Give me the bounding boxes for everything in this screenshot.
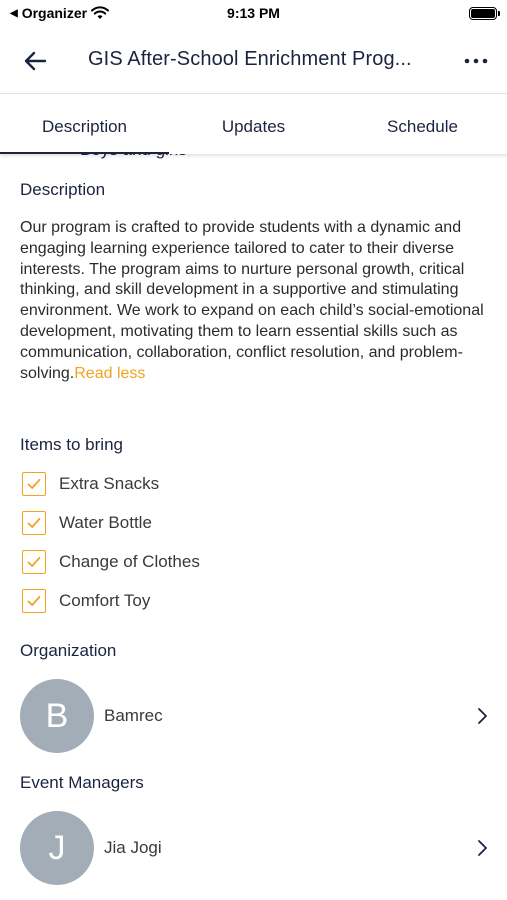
- tab-bar: [0, 94, 507, 154]
- checkbox-icon[interactable]: [22, 472, 46, 496]
- manager-name: Jia Jogi: [104, 838, 162, 857]
- item-label: Water Bottle: [59, 512, 152, 532]
- organization-name: Bamrec: [104, 706, 163, 725]
- checkbox-icon[interactable]: [22, 511, 46, 535]
- avatar: J: [20, 811, 94, 885]
- list-item[interactable]: [22, 503, 200, 542]
- battery-icon: [469, 7, 497, 20]
- avatar: B: [20, 679, 94, 753]
- chevron-right-icon: [474, 707, 490, 725]
- read-less-link[interactable]: Read less: [74, 364, 146, 382]
- content-scroll-area[interactable]: [0, 154, 507, 900]
- tab-description[interactable]: Description: [0, 94, 169, 154]
- back-arrow-icon[interactable]: [20, 46, 50, 76]
- organization-row[interactable]: [20, 679, 490, 753]
- back-triangle-icon: ◀: [10, 7, 18, 19]
- list-item[interactable]: [22, 464, 200, 503]
- item-label: Comfort Toy: [59, 590, 151, 610]
- organization-heading: Organization: [20, 641, 117, 660]
- item-label: Extra Snacks: [59, 473, 160, 493]
- status-time: 9:13 PM: [227, 5, 280, 21]
- tab-schedule[interactable]: Schedule: [387, 117, 458, 136]
- nav-bar: [0, 28, 507, 94]
- description-text: Our program is crafted to provide students with a dynamic and engaging learning experience tailored to cater to their diverse interests. The program aims to nurture personal growth, critical thinking, and skill development in a supportive and stimulating environment. We work to expand on each child’s social-emotional development, motivating them to learn essential skills such as communication, collaboration, conflict resolution, and problem-solving.: [20, 219, 484, 382]
- list-item[interactable]: [22, 581, 200, 620]
- item-label: Change of Clothes: [59, 551, 200, 571]
- chevron-right-icon: [474, 839, 490, 857]
- description-heading: Description: [20, 180, 106, 199]
- status-bar: [0, 0, 507, 28]
- event-manager-row[interactable]: [20, 811, 490, 885]
- tab-updates[interactable]: Updates: [221, 117, 286, 136]
- page-title: GIS After-School Enrichment Prog...: [88, 48, 412, 70]
- event-managers-heading: Event Managers: [20, 773, 144, 792]
- list-item[interactable]: [22, 542, 200, 581]
- items-to-bring-heading: Items to bring: [20, 435, 123, 454]
- checkbox-icon[interactable]: [22, 550, 46, 574]
- checkbox-icon[interactable]: [22, 589, 46, 613]
- carrier-label: Organizer: [21, 5, 88, 21]
- description-body: [20, 218, 495, 384]
- more-options-icon[interactable]: [463, 46, 489, 76]
- items-list: [22, 464, 200, 620]
